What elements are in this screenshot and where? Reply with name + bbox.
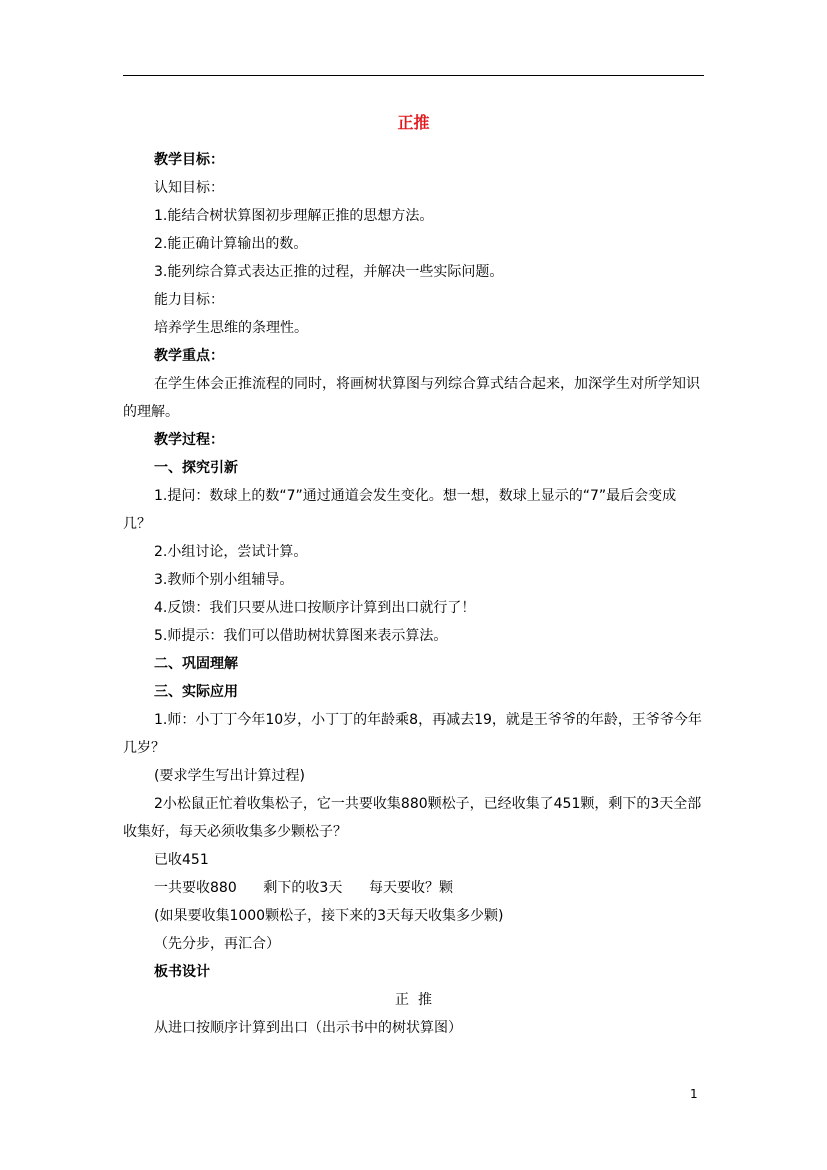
paragraph: 1.提问：数球上的数“7”通过通道会发生变化。想一想，数球上显示的“7”最后会变成几？ bbox=[123, 488, 677, 532]
paragraph: 4.反馈：我们只要从进口按顺序计算到出口就行了！ bbox=[154, 600, 476, 616]
paragraph: (要求学生写出计算过程) bbox=[154, 768, 305, 784]
paragraph: 3.能列综合算式表达正推的过程，并解决一些实际问题。 bbox=[154, 264, 504, 280]
paragraph: 1.能结合树状算图初步理解正推的思想方法。 bbox=[154, 208, 434, 224]
header-rule bbox=[123, 75, 704, 76]
section-heading: 板书设计 bbox=[154, 964, 210, 980]
paragraph: (如果要收集1000颗松子，接下来的3天每天收集多少颗) bbox=[154, 908, 504, 924]
page-number: 1 bbox=[690, 1087, 698, 1101]
document-body bbox=[123, 146, 704, 1042]
paragraph: 从进口按顺序计算到出口（出示书中的树状算图） bbox=[154, 1020, 462, 1036]
paragraph: 3.教师个别小组辅导。 bbox=[154, 572, 294, 588]
section-heading: 教学过程： bbox=[154, 432, 224, 448]
paragraph: （先分步，再汇合） bbox=[154, 936, 280, 952]
section-heading: 一、探究引新 bbox=[154, 460, 238, 476]
paragraph: 5.师提示：我们可以借助树状算图来表示算法。 bbox=[154, 628, 448, 644]
paragraph: 在学生体会正推流程的同时，将画树状算图与列综合算式结合起来，加深学生对所学知识的理解。 bbox=[123, 376, 700, 420]
paragraph: 正 推 bbox=[395, 992, 432, 1008]
section-heading: 二、巩固理解 bbox=[154, 656, 238, 672]
document-title: 正推 bbox=[397, 113, 430, 132]
section-heading: 三、实际应用 bbox=[154, 684, 238, 700]
paragraph: 一共要收880 剩下的收3天 每天要收？颗 bbox=[154, 880, 454, 896]
paragraph: 能力目标： bbox=[154, 292, 224, 308]
section-heading: 教学目标： bbox=[154, 152, 224, 168]
paragraph: 认知目标： bbox=[154, 180, 224, 196]
paragraph: 培养学生思维的条理性。 bbox=[154, 320, 308, 336]
paragraph: 2小松鼠正忙着收集松子，它一共要收集880颗松子，已经收集了451颗，剩下的3天全部收集好，每天必须收集多少颗松子？ bbox=[123, 796, 702, 840]
paragraph: 1.师：小丁丁今年10岁，小丁丁的年龄乘8，再减去19，就是王爷爷的年龄，王爷爷今年几岁？ bbox=[123, 712, 702, 756]
paragraph: 2.能正确计算输出的数。 bbox=[154, 236, 308, 252]
section-heading: 教学重点： bbox=[154, 348, 224, 364]
paragraph: 已收451 bbox=[154, 852, 209, 868]
paragraph: 2.小组讨论，尝试计算。 bbox=[154, 544, 308, 560]
